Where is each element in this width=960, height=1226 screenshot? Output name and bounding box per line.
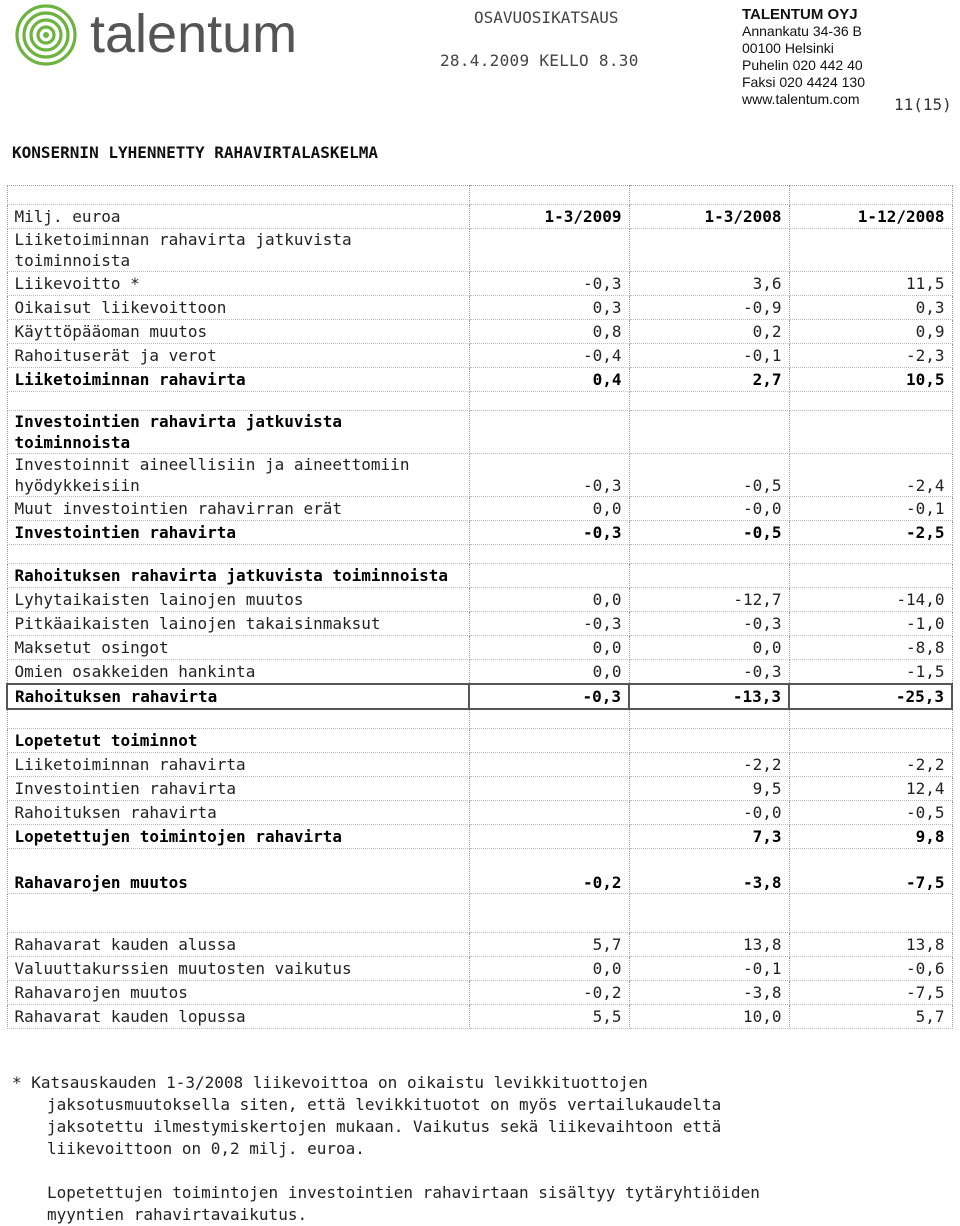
row-value-fy-2008: 0,3 bbox=[789, 296, 952, 320]
row-value-q1-2009: -0,3 bbox=[469, 272, 629, 296]
row-value-q1-2009: 0,0 bbox=[469, 957, 629, 981]
section-heading-row bbox=[7, 411, 952, 454]
company-fax: Faksi 020 4424 130 bbox=[742, 74, 865, 90]
row-value-q1-2008: -0,1 bbox=[629, 344, 789, 368]
row-value-fy-2008: 0,9 bbox=[789, 320, 952, 344]
row-value-q1-2009: -0,2 bbox=[469, 981, 629, 1005]
table-row bbox=[7, 1005, 952, 1029]
row-value-q1-2009: -0,3 bbox=[469, 684, 629, 709]
row-value-q1-2008: 7,3 bbox=[629, 825, 789, 849]
row-value-q1-2009: 5,5 bbox=[469, 1005, 629, 1029]
cash-flow-table bbox=[6, 185, 953, 1029]
row-value-fy-2008: -0,1 bbox=[789, 497, 952, 521]
table-spacer-row bbox=[7, 894, 952, 933]
row-value-q1-2009: 0,3 bbox=[469, 296, 629, 320]
company-website[interactable]: www.talentum.com bbox=[742, 91, 860, 107]
row-value-fy-2008: -7,5 bbox=[789, 849, 952, 894]
row-value-q1-2009: 5,7 bbox=[469, 933, 629, 957]
row-value-q1-2009: 0,4 bbox=[469, 368, 629, 392]
logo-wordmark: talentum bbox=[90, 4, 298, 64]
row-label: Investointien rahavirta bbox=[7, 521, 469, 545]
row-value-q1-2008: -2,2 bbox=[629, 753, 789, 777]
row-label: Investoinnit aineellisiin ja aineettomiin hyödykkeisiin bbox=[7, 454, 469, 497]
row-value-q1-2008: -0,3 bbox=[629, 660, 789, 685]
table-row bbox=[7, 933, 952, 957]
row-value-q1-2008: -0,5 bbox=[629, 454, 789, 497]
company-phone: Puhelin 020 442 40 bbox=[742, 57, 863, 73]
row-value-q1-2009: -0,3 bbox=[469, 521, 629, 545]
row-label: Oikaisut liikevoittoon bbox=[7, 296, 469, 320]
table-row bbox=[7, 636, 952, 660]
row-value-q1-2009: 0,0 bbox=[469, 497, 629, 521]
row-value-q1-2008: 3,6 bbox=[629, 272, 789, 296]
column-header-fy-2008: 1-12/2008 bbox=[789, 205, 952, 229]
row-label: Rahavarojen muutos bbox=[7, 849, 469, 894]
row-value-q1-2009 bbox=[469, 777, 629, 801]
row-value-fy-2008: -8,8 bbox=[789, 636, 952, 660]
table-row bbox=[7, 497, 952, 521]
row-value-q1-2008: -3,8 bbox=[629, 981, 789, 1005]
company-address: Annankatu 34-36 B bbox=[742, 23, 862, 39]
table-header-row bbox=[7, 205, 952, 229]
total-row bbox=[7, 368, 952, 392]
row-label: Liikevoitto * bbox=[7, 272, 469, 296]
footnotes bbox=[12, 1072, 760, 1226]
total-row bbox=[7, 849, 952, 894]
table-spacer-row bbox=[7, 545, 952, 564]
row-label: Rahoituksen rahavirta bbox=[7, 684, 469, 709]
document-type: OSAVUOSIKATSAUS bbox=[474, 8, 619, 27]
row-value-fy-2008: 9,8 bbox=[789, 825, 952, 849]
row-label: Rahavarat kauden alussa bbox=[7, 933, 469, 957]
row-value-q1-2009: 0,0 bbox=[469, 660, 629, 685]
row-label: Rahoituserät ja verot bbox=[7, 344, 469, 368]
row-value-fy-2008: -0,5 bbox=[789, 801, 952, 825]
table-row bbox=[7, 660, 952, 685]
table-row bbox=[7, 801, 952, 825]
row-label: Käyttöpääoman muutos bbox=[7, 320, 469, 344]
table-row bbox=[7, 344, 952, 368]
row-value-fy-2008: -7,5 bbox=[789, 981, 952, 1005]
footnote-line: jaksotusmuutoksella siten, että levikkituotot on myös vertailukaudelta bbox=[47, 1095, 722, 1114]
row-label: Rahavarojen muutos bbox=[7, 981, 469, 1005]
table-row bbox=[7, 272, 952, 296]
row-label: Pitkäaikaisten lainojen takaisinmaksut bbox=[7, 612, 469, 636]
row-value-fy-2008: -1,5 bbox=[789, 660, 952, 685]
page-number: 11(15) bbox=[894, 95, 952, 114]
row-label: Rahoituksen rahavirta bbox=[7, 801, 469, 825]
row-value-q1-2008: -0,0 bbox=[629, 801, 789, 825]
row-value-q1-2008: -0,9 bbox=[629, 296, 789, 320]
table-spacer-row bbox=[7, 392, 952, 411]
row-value-fy-2008: -2,2 bbox=[789, 753, 952, 777]
row-value-q1-2009 bbox=[469, 825, 629, 849]
footnote-line: jaksotettu ilmestymiskertojen mukaan. Vaikutus sekä liikevaihtoon että bbox=[47, 1117, 722, 1136]
row-value-fy-2008: -2,5 bbox=[789, 521, 952, 545]
row-value-q1-2009: 0,8 bbox=[469, 320, 629, 344]
row-value-q1-2009: 0,0 bbox=[469, 636, 629, 660]
row-value-q1-2009: -0,3 bbox=[469, 454, 629, 497]
row-value-q1-2008: -13,3 bbox=[629, 684, 789, 709]
table-row bbox=[7, 612, 952, 636]
row-value-q1-2008: 0,0 bbox=[629, 636, 789, 660]
row-value-fy-2008: -25,3 bbox=[789, 684, 952, 709]
row-label: Investointien rahavirta bbox=[7, 777, 469, 801]
row-value-q1-2009 bbox=[469, 753, 629, 777]
row-value-q1-2009: 0,0 bbox=[469, 588, 629, 612]
row-label: Omien osakkeiden hankinta bbox=[7, 660, 469, 685]
talentum-logo bbox=[12, 2, 382, 68]
section-heading-row bbox=[7, 564, 952, 588]
row-value-fy-2008: 12,4 bbox=[789, 777, 952, 801]
row-label: Liiketoiminnan rahavirta bbox=[7, 753, 469, 777]
row-value-q1-2008: -12,7 bbox=[629, 588, 789, 612]
table-row bbox=[7, 588, 952, 612]
row-label: Rahavarat kauden lopussa bbox=[7, 1005, 469, 1029]
row-value-q1-2008: -0,3 bbox=[629, 612, 789, 636]
row-label: Muut investointien rahavirran erät bbox=[7, 497, 469, 521]
table-row bbox=[7, 296, 952, 320]
row-label: Maksetut osingot bbox=[7, 636, 469, 660]
total-row bbox=[7, 521, 952, 545]
row-label: Valuuttakurssien muutosten vaikutus bbox=[7, 957, 469, 981]
row-label: Liiketoiminnan rahavirta bbox=[7, 368, 469, 392]
row-value-q1-2008: 9,5 bbox=[629, 777, 789, 801]
section-heading: Lopetetut toiminnot bbox=[7, 729, 469, 753]
row-value-q1-2008: -3,8 bbox=[629, 849, 789, 894]
total-row bbox=[7, 825, 952, 849]
row-value-fy-2008: 10,5 bbox=[789, 368, 952, 392]
table-row bbox=[7, 753, 952, 777]
table-spacer-row bbox=[7, 186, 952, 205]
row-label: Lyhytaikaisten lainojen muutos bbox=[7, 588, 469, 612]
company-info bbox=[742, 6, 865, 108]
footnote-line: * Katsauskauden 1-3/2008 liikevoittoa on oikaistu levikkituottojen bbox=[12, 1073, 648, 1092]
footnote-line: Lopetettujen toimintojen investointien rahavirtaan sisältyy tytäryhtiöiden bbox=[47, 1183, 760, 1202]
row-value-q1-2009: -0,2 bbox=[469, 849, 629, 894]
row-value-q1-2008: -0,0 bbox=[629, 497, 789, 521]
table-spacer-row bbox=[7, 709, 952, 729]
row-value-q1-2008: 0,2 bbox=[629, 320, 789, 344]
table-row bbox=[7, 320, 952, 344]
column-header-q1-2008: 1-3/2008 bbox=[629, 205, 789, 229]
row-value-q1-2009: -0,4 bbox=[469, 344, 629, 368]
table-row bbox=[7, 777, 952, 801]
row-value-q1-2008: -0,1 bbox=[629, 957, 789, 981]
row-value-fy-2008: 5,7 bbox=[789, 1005, 952, 1029]
row-value-fy-2008: 13,8 bbox=[789, 933, 952, 957]
table-row bbox=[7, 981, 952, 1005]
row-value-q1-2009 bbox=[469, 801, 629, 825]
section-heading-row bbox=[7, 229, 952, 272]
row-value-q1-2008: 10,0 bbox=[629, 1005, 789, 1029]
row-value-fy-2008: -0,6 bbox=[789, 957, 952, 981]
column-header-q1-2009: 1-3/2009 bbox=[469, 205, 629, 229]
row-value-fy-2008: -1,0 bbox=[789, 612, 952, 636]
row-value-q1-2008: 2,7 bbox=[629, 368, 789, 392]
total-row bbox=[7, 684, 952, 709]
release-date: 28.4.2009 KELLO 8.30 bbox=[440, 51, 639, 70]
table-row bbox=[7, 957, 952, 981]
row-value-q1-2008: -0,5 bbox=[629, 521, 789, 545]
row-value-q1-2009: -0,3 bbox=[469, 612, 629, 636]
footnote-line: myyntien rahavirtavaikutus. bbox=[47, 1205, 308, 1224]
section-heading: Investointien rahavirta jatkuvista toiminnoista bbox=[7, 411, 469, 454]
row-label: Lopetettujen toimintojen rahavirta bbox=[7, 825, 469, 849]
column-header-unit: Milj. euroa bbox=[7, 205, 469, 229]
section-heading-row bbox=[7, 729, 952, 753]
row-value-fy-2008: -14,0 bbox=[789, 588, 952, 612]
row-value-fy-2008: -2,3 bbox=[789, 344, 952, 368]
footnote-line: liikevoittoon on 0,2 milj. euroa. bbox=[47, 1139, 365, 1158]
section-heading: Rahoituksen rahavirta jatkuvista toiminnoista bbox=[7, 564, 469, 588]
row-value-q1-2008: 13,8 bbox=[629, 933, 789, 957]
page-title: KONSERNIN LYHENNETTY RAHAVIRTALASKELMA bbox=[12, 143, 379, 162]
company-postal: 00100 Helsinki bbox=[742, 40, 834, 56]
section-heading: Liiketoiminnan rahavirta jatkuvista toiminnoista bbox=[7, 229, 469, 272]
row-value-fy-2008: 11,5 bbox=[789, 272, 952, 296]
row-value-fy-2008: -2,4 bbox=[789, 454, 952, 497]
company-name: TALENTUM OYJ bbox=[742, 6, 858, 23]
table-row bbox=[7, 454, 952, 497]
